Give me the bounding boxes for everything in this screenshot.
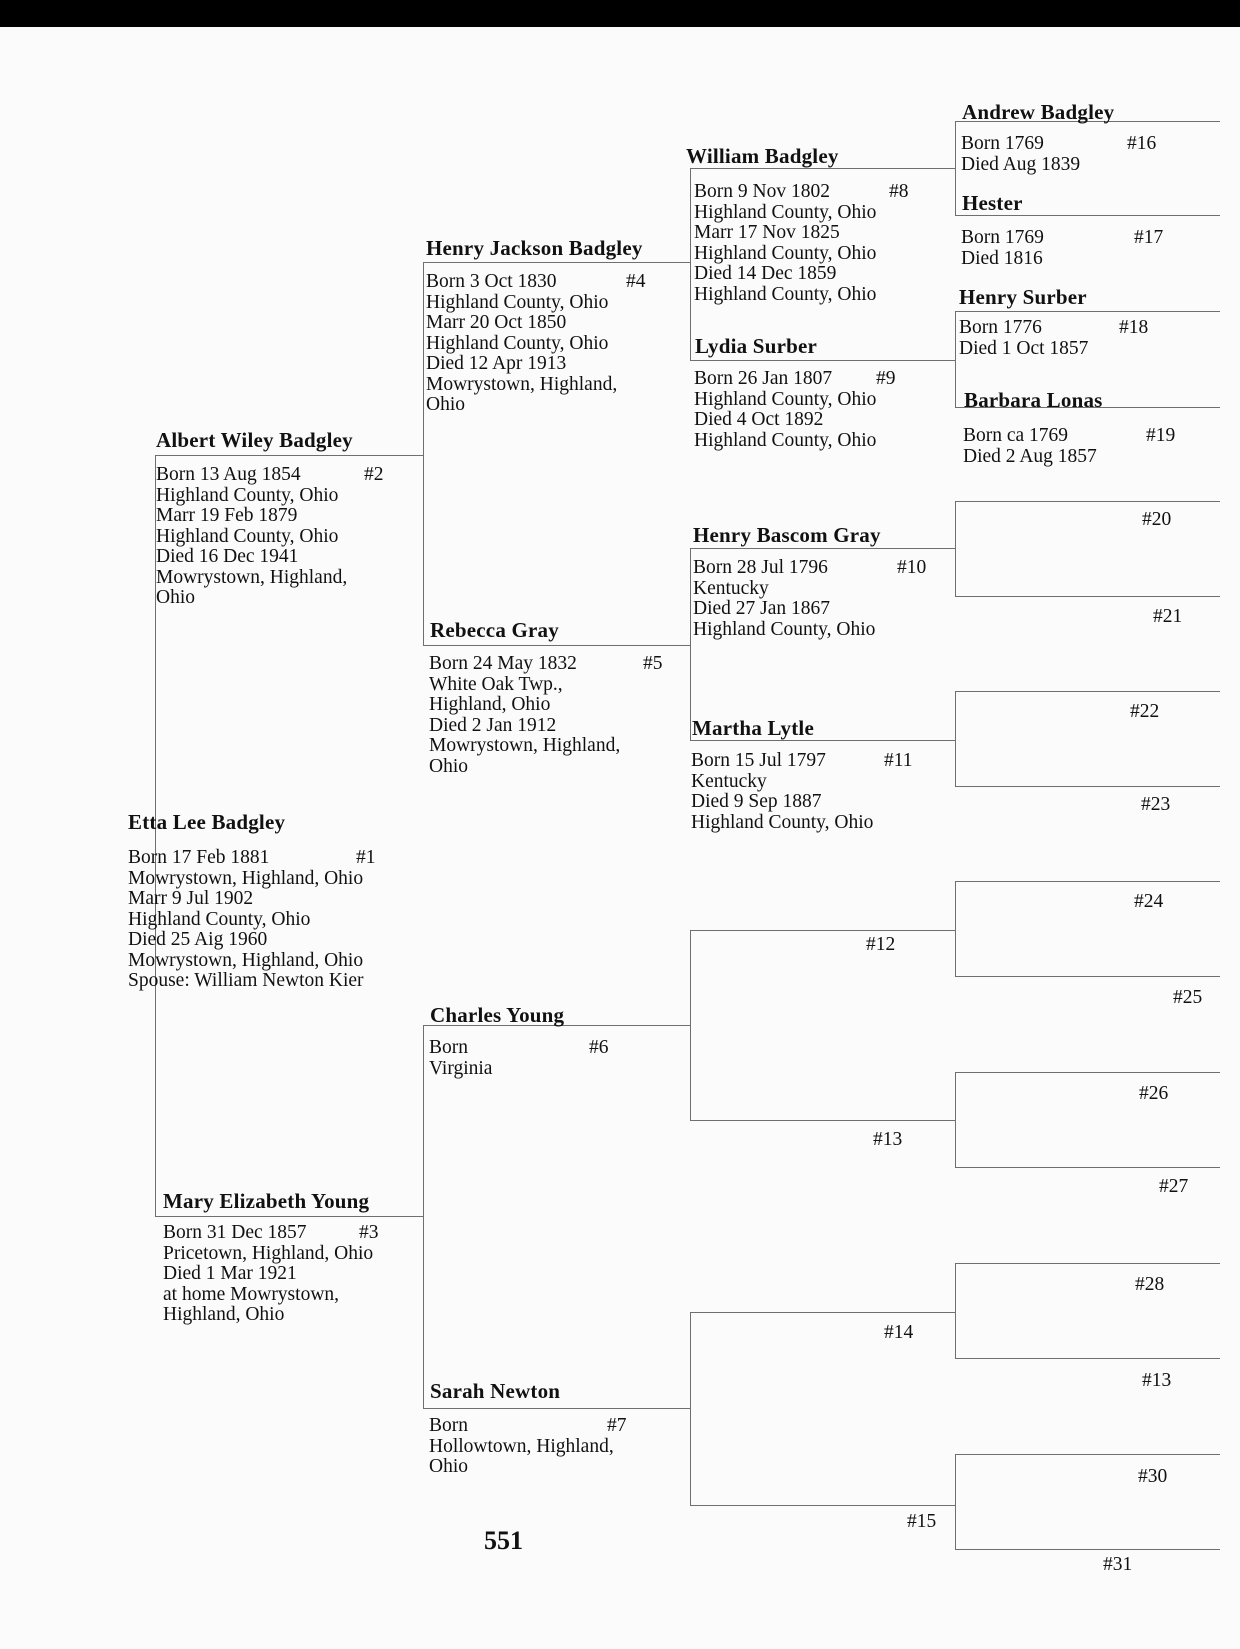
person-29-number: #13 [1142,1370,1172,1391]
connector-line [955,1263,1220,1264]
person-4-details [426,271,646,416]
person-18-born: Born 1776 #18 [959,317,1149,338]
person-5-number: #5 [643,653,663,674]
person-2-number: #2 [364,464,384,485]
person-7-number: #7 [607,1415,627,1436]
person-2-line: Ohio [156,587,195,608]
connector-line [955,1549,1220,1550]
person-17-details [961,227,1164,269]
person-7-name: Sarah Newton [430,1379,561,1403]
connector-line [155,1216,424,1217]
person-19-number: #19 [1146,425,1176,446]
connector-line [690,168,691,361]
person-10-number: #10 [897,557,927,578]
person-4-born: Born 3 Oct 1830 #4 [426,271,646,292]
person-8-details [694,181,909,305]
person-14-number: #14 [884,1322,914,1343]
connector-line [955,1358,1220,1359]
connector-line [690,740,956,741]
person-31-number: #31 [1103,1554,1133,1575]
person-2-details [156,464,384,609]
connector-line [955,786,1220,787]
person-9-born: Born 26 Jan 1807 #9 [694,368,896,389]
person-19-line: Died 2 Aug 1857 [963,445,1097,467]
person-18-details [959,317,1149,359]
person-10-details [693,557,927,640]
person-1-line: Highland County, Ohio [128,908,311,930]
person-1-line: Mowrystown, Highland, Ohio [128,867,364,889]
person-18-line: Died 1 Oct 1857 [959,337,1089,359]
person-6-born: Born #6 [429,1037,609,1058]
connector-line [423,1408,691,1409]
person-25-number: #25 [1173,987,1203,1008]
person-1-line: Marr 9 Jul 1902 [128,888,254,909]
connector-line [155,455,424,456]
connector-line [955,1072,1220,1073]
person-7-details [429,1415,627,1478]
connector-line [955,976,1220,977]
person-19-born: Born ca 1769 #19 [963,425,1176,446]
person-2-line: Highland County, Ohio [156,484,339,506]
person-10-born: Born 28 Jul 1796 #10 [693,557,927,578]
person-2-born: Born 13 Aug 1854 #2 [156,464,384,485]
person-3-line: Highland, Ohio [163,1304,285,1325]
connector-line [423,262,691,263]
person-6-number: #6 [589,1037,609,1058]
person-17-born: Born 1769 #17 [961,227,1164,248]
person-19-name: Barbara Lonas [964,388,1103,412]
person-20-number: #20 [1142,509,1172,530]
connector-line [690,1120,956,1121]
connector-line [955,121,956,216]
person-28-number: #28 [1135,1274,1165,1295]
person-17-line: Died 1816 [961,247,1043,269]
person-8-line: Died 14 Dec 1859 [694,263,837,284]
connector-line [690,930,691,1121]
person-5-details [429,653,663,777]
person-21-number: #21 [1153,606,1183,627]
person-8-line: Highland County, Ohio [694,201,877,223]
person-9-line: Died 4 Oct 1892 [694,409,824,430]
connector-line [690,548,956,549]
page-number: 551 [484,1526,523,1555]
connector-line [955,1454,1220,1455]
connector-line [690,1312,691,1506]
person-2-line: Marr 19 Feb 1879 [156,505,298,526]
connector-line [690,930,956,931]
person-17-name: Hester [962,191,1023,215]
person-2-line: Highland County, Ohio [156,525,339,547]
person-1-number: #1 [356,847,376,868]
connector-line [955,1454,956,1550]
person-2-line: Mowrystown, Highland, [156,566,348,588]
person-4-line: Mowrystown, Highland, [426,373,618,395]
person-3-number: #3 [359,1222,379,1243]
connector-line [690,1505,956,1506]
connector-line [690,1312,956,1313]
person-3-details [163,1222,379,1326]
person-10-line: Died 27 Jan 1867 [693,598,831,619]
connector-line [955,501,1220,502]
person-11-line: Kentucky [691,770,767,792]
person-4-number: #4 [626,271,646,292]
person-1-spouse: Spouse: William Newton Kier [128,970,364,991]
person-4-line: Marr 20 Oct 1850 [426,312,567,333]
connector-line [955,501,956,597]
connector-line [955,881,1220,882]
person-4-line: Ohio [426,394,465,415]
person-17-number: #17 [1134,227,1164,248]
person-26-number: #26 [1139,1083,1169,1104]
person-9-line: Highland County, Ohio [694,388,877,410]
person-12-number: #12 [866,934,896,955]
person-9-details [694,368,896,451]
person-11-details [691,750,913,833]
person-3-born: Born 31 Dec 1857 #3 [163,1222,379,1243]
connector-line [955,691,956,787]
connector-line [423,645,691,646]
person-1-born: Born 17 Feb 1881 #1 [128,847,376,868]
person-19-details [963,425,1176,467]
person-5-line: White Oak Twp., [429,673,563,695]
connector-line [423,1025,424,1409]
person-1-name: Etta Lee Badgley [128,810,286,834]
connector-line [955,881,956,977]
person-16-details [961,133,1157,175]
person-7-born: Born #7 [429,1415,627,1436]
person-30-number: #30 [1138,1466,1168,1487]
person-4-line: Highland County, Ohio [426,291,609,313]
person-24-number: #24 [1134,891,1164,912]
person-3-line: at home Mowrystown, [163,1283,340,1305]
person-6-name: Charles Young [430,1003,565,1027]
person-5-name: Rebecca Gray [430,618,559,642]
person-22-number: #22 [1130,701,1160,722]
person-8-number: #8 [889,181,909,202]
person-2-line: Died 16 Dec 1941 [156,546,299,567]
connector-line [955,596,1220,597]
connector-line [690,360,956,361]
person-15-number: #15 [907,1511,937,1532]
person-8-line: Marr 17 Nov 1825 [694,222,840,243]
person-8-line: Highland County, Ohio [694,242,877,264]
person-8-name: William Badgley [686,144,839,168]
person-11-line: Highland County, Ohio [691,811,874,833]
person-4-name: Henry Jackson Badgley [426,236,643,260]
person-18-number: #18 [1119,317,1149,338]
person-11-born: Born 15 Jul 1797 #11 [691,750,913,771]
person-9-line: Highland County, Ohio [694,429,877,451]
person-3-line: Pricetown, Highland, Ohio [163,1242,374,1264]
person-1-details [128,847,376,992]
person-11-line: Died 9 Sep 1887 [691,791,822,812]
connector-line [955,311,956,408]
person-11-name: Martha Lytle [692,716,814,740]
person-1-line: Died 25 Aig 1960 [128,929,268,950]
person-5-line: Ohio [429,755,468,777]
connector-line [955,215,1220,216]
connector-line [423,262,424,646]
connector-line [690,168,956,169]
person-18-name: Henry Surber [959,285,1087,309]
person-16-name: Andrew Badgley [962,100,1115,124]
person-10-line: Highland County, Ohio [693,618,876,640]
person-5-line: Mowrystown, Highland, [429,735,621,756]
person-4-line: Died 12 Apr 1913 [426,353,567,374]
connector-line [955,1072,956,1168]
person-10-name: Henry Bascom Gray [693,523,881,547]
connector-line [690,548,691,741]
person-2-name: Albert Wiley Badgley [156,428,353,452]
person-5-line: Highland, Ohio [429,694,551,715]
person-6-details [429,1037,609,1079]
person-3-line: Died 1 Mar 1921 [163,1263,297,1284]
person-23-number: #23 [1141,794,1171,815]
person-6-line: Virginia [429,1057,493,1079]
person-3-name: Mary Elizabeth Young [163,1189,370,1213]
person-4-line: Highland County, Ohio [426,332,609,354]
person-5-born: Born 24 May 1832 #5 [429,653,663,674]
person-8-born: Born 9 Nov 1802 #8 [694,181,909,202]
connector-line [955,1167,1220,1168]
connector-line [955,691,1220,692]
person-16-line: Died Aug 1839 [961,153,1081,175]
person-8-line: Highland County, Ohio [694,283,877,305]
connector-line [955,1263,956,1359]
person-9-name: Lydia Surber [695,334,818,358]
person-7-line: Ohio [429,1456,468,1477]
top-black-bar [0,0,1240,27]
person-16-born: Born 1769 #16 [961,133,1157,154]
connector-line [955,311,1220,312]
person-5-line: Died 2 Jan 1912 [429,714,557,736]
person-13-number: #13 [873,1129,903,1150]
person-9-number: #9 [876,368,896,389]
person-27-number: #27 [1159,1176,1189,1197]
person-7-line: Hollowtown, Highland, [429,1435,614,1457]
person-11-number: #11 [884,750,913,771]
person-16-number: #16 [1127,133,1157,154]
person-1-line: Mowrystown, Highland, Ohio [128,949,364,971]
person-10-line: Kentucky [693,577,769,599]
